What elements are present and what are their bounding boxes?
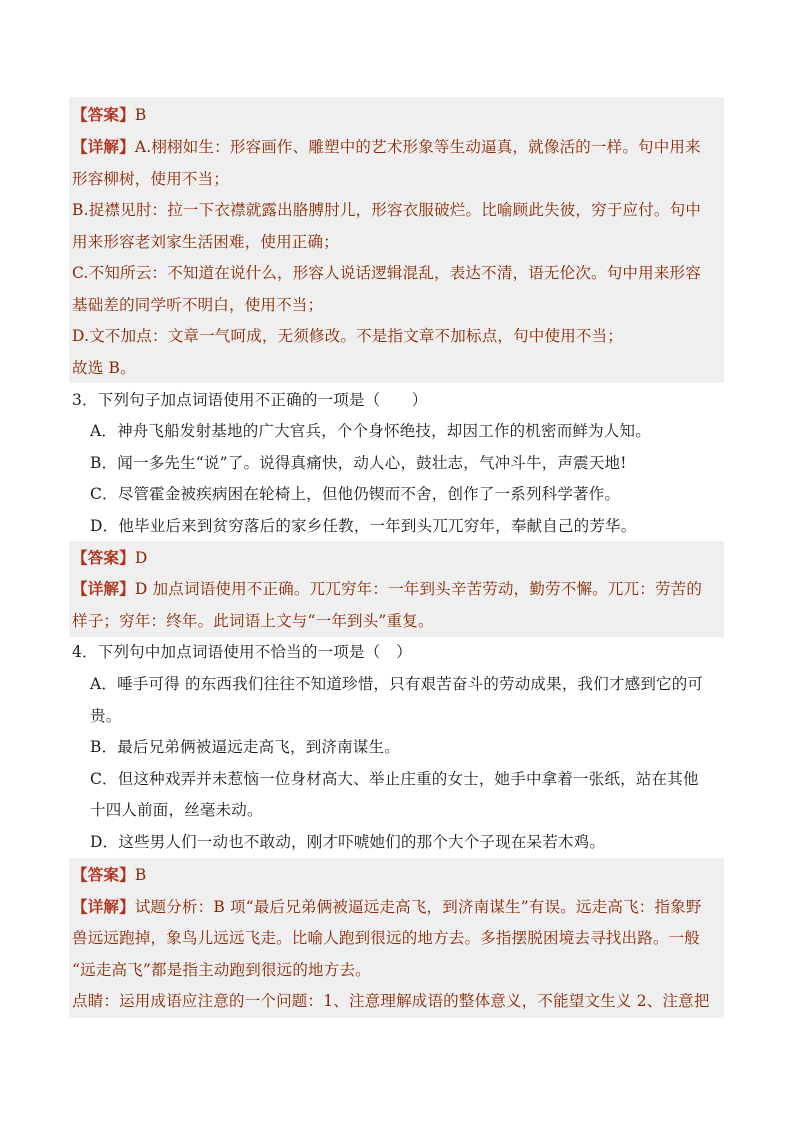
option-text: D．这些男人们一动也不敢动，刚才吓唬她们的那个大个子现在呆若木鸡。 <box>90 833 606 851</box>
option-a <box>90 420 651 442</box>
option-text: A．神舟飞船发射基地的广大官兵，个个身怀绝技，却因工作的机密而鲜为人知。 <box>90 422 651 440</box>
option-text: A．唾手可得 的东西我们往往不知道珍惜，只有艰苦奋斗的劳动成果，我们才感到它的可 <box>90 675 704 693</box>
option-a <box>90 673 703 695</box>
explanation-tag: 【详解】 <box>72 579 135 598</box>
option-d <box>90 831 605 853</box>
explanation-line <box>72 578 702 600</box>
answer-line <box>72 547 147 569</box>
explanation-line <box>72 610 434 632</box>
option-a-cont <box>90 705 121 727</box>
option-b <box>90 736 400 758</box>
explanation-text: “远走高飞”都是指主动跑到很远的地方去。 <box>72 961 371 979</box>
option-text: B．最后兄弟俩被逼远走高飞，到济南谋生。 <box>90 738 400 756</box>
explanation-text: B.捉襟见肘：拉一下衣襟就露出胳膊肘儿，形容衣服破烂。比喻顾此失彼，穷于应付。句中 <box>72 201 702 219</box>
option-text: B．闻一多先生“说”了。说得真痛快，动人心，鼓壮志，气冲斗牛，声震天地! <box>90 454 627 472</box>
explanation-text: 故选 B。 <box>72 359 136 377</box>
answer-text: D <box>134 549 148 567</box>
comment-line <box>72 990 710 1012</box>
explanation-text: 形容柳树，使用不当； <box>72 170 230 188</box>
explanation-line <box>72 325 623 347</box>
answer-tag: 【答案】 <box>72 865 135 884</box>
answer-text: B <box>134 106 147 124</box>
option-text: C．但这种戏弄并未惹恼一位身材高大、举止庄重的女士，她手中拿着一张纸，站在其他 <box>90 770 699 788</box>
option-text: 十四人前面，丝毫未动。 <box>90 801 263 819</box>
explanation-line <box>72 231 339 253</box>
explanation-tag: 【详解】 <box>72 137 135 156</box>
option-b <box>90 452 627 474</box>
option-d <box>90 515 636 537</box>
option-c <box>90 768 699 790</box>
answer-line <box>72 864 146 886</box>
explanation-line <box>72 168 229 190</box>
explanation-text: 基础差的同学听不明白，使用不当； <box>72 296 324 314</box>
answer-tag: 【答案】 <box>72 548 135 567</box>
option-text: 贵。 <box>90 707 122 725</box>
explanation-line <box>72 959 371 981</box>
option-c <box>90 483 620 505</box>
question-stem <box>72 389 427 411</box>
answer-text: B <box>134 866 147 884</box>
explanation-line <box>72 262 701 284</box>
explanation-text: D.文不加点：文章一气呵成，无须修改。不是指文章不加标点，句中使用不当； <box>72 327 624 345</box>
question-stem <box>72 641 412 663</box>
answer-tag: 【答案】 <box>72 105 135 124</box>
option-text: C．尽管霍金被疾病困在轮椅上，但他仍锲而不舍，创作了一系列科学著作。 <box>90 485 621 503</box>
explanation-line <box>72 927 700 949</box>
explanation-tag: 【详解】 <box>72 897 135 916</box>
explanation-text: 试题分析：B 项“最后兄弟俩被逼远走高飞，到济南谋生”有误。远走高飞：指象野 <box>134 898 702 916</box>
explanation-text: C.不知所云：不知道在说什么，形容人说话逻辑混乱，表达不清，语无伦次。句中用来形容 <box>72 264 701 282</box>
explanation-line <box>72 199 701 221</box>
comment-text: 点睛：运用成语应注意的一个问题：1、注意理解成语的整体意义，不能望文生义 2、注意把 <box>72 992 710 1010</box>
explanation-text: A.栩栩如生：形容画作、雕塑中的艺术形象等生动逼真，就像活的一样。句中用来 <box>134 138 701 156</box>
explanation-line <box>72 357 136 379</box>
explanation-line <box>72 896 702 918</box>
question-stem-text: 3．下列句子加点词语使用不正确的一项是（ ） <box>72 391 428 409</box>
explanation-text: D 加点词语使用不正确。兀兀穷年：一年到头辛苦劳动，勤劳不懈。兀兀：劳苦的 <box>134 580 703 598</box>
question-stem-text: 4．下列句中加点词语使用不恰当的一项是（ ） <box>72 643 412 661</box>
explanation-line <box>72 136 701 158</box>
explanation-text: 样子；穷年：终年。此词语上文与“一年到头”重复。 <box>72 612 434 630</box>
explanation-line <box>72 294 323 316</box>
answer-line <box>72 104 146 126</box>
option-c-cont <box>90 799 263 821</box>
explanation-text: 兽远远跑掉，象鸟儿远远飞走。比喻人跑到很远的地方去。多指摆脱困境去寻找出路。一般 <box>72 929 701 947</box>
explanation-text: 用来形容老刘家生活困难，使用正确； <box>72 233 339 251</box>
option-text: D．他毕业后来到贫穷落后的家乡任教，一年到头兀兀穷年，奉献自己的芳华。 <box>90 517 637 535</box>
